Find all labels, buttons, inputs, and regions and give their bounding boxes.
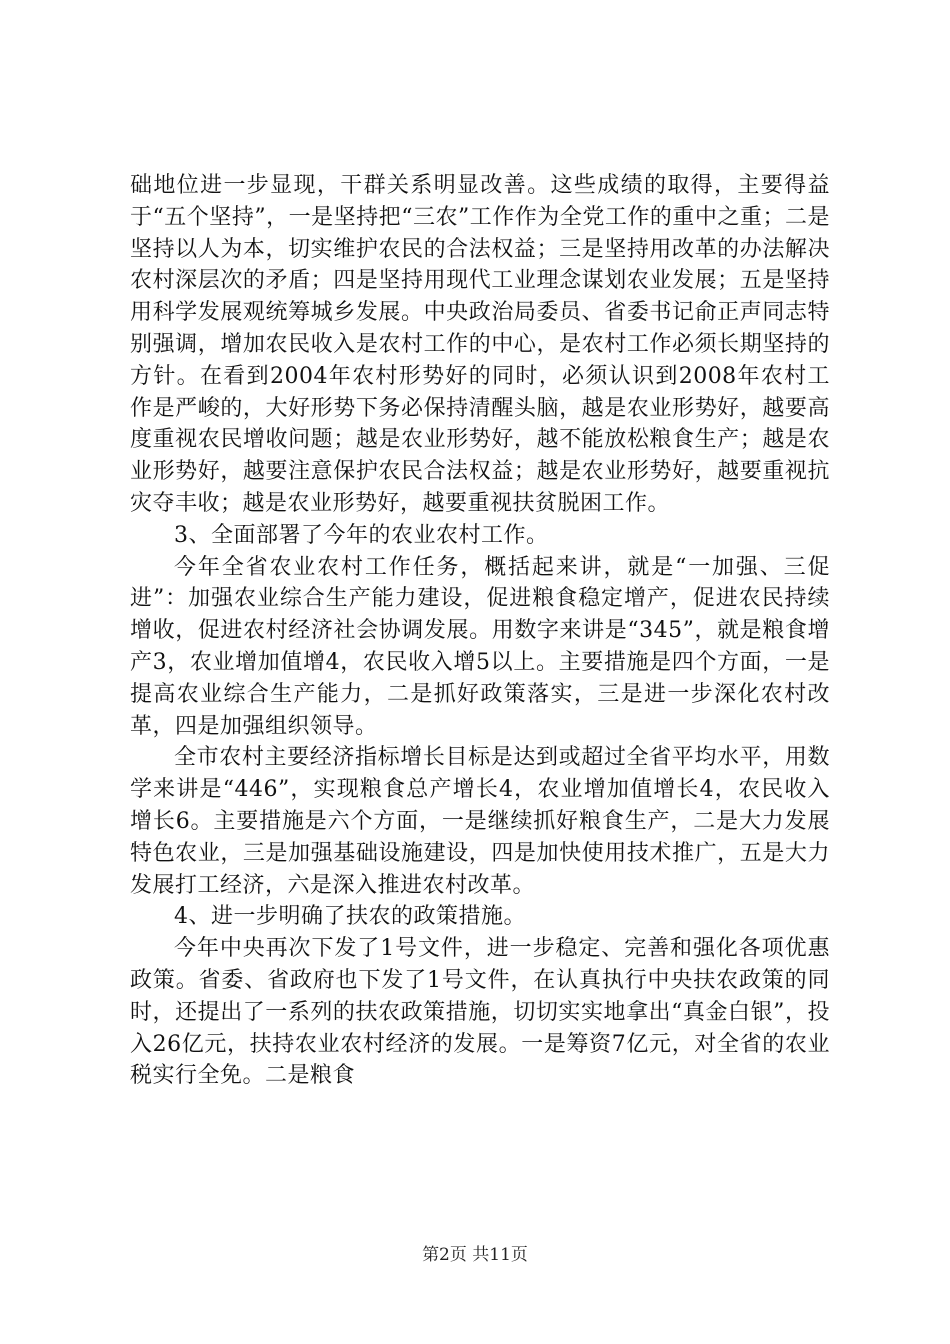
paragraph-2: 今年全省农业农村工作任务，概括起来讲，就是“一加强、三促进”：加强农业综合生产能力建设，促进粮食稳定增产，促进农民持续增收，促进农村经济社会协调发展。用数字来讲是“345”，就是粮食增产3，农业增加值增4，农民收入增5以上。主要措施是四个方面，一是提高农业综合生产能力，二是抓好政策落实，三是进一步深化农村改革，四是加强组织领导。 [130, 554, 830, 739]
paragraph-1: 础地位进一步显现，干群关系明显改善。这些成绩的取得，主要得益于“五个坚持”，一是坚持把“三农”工作作为全党工作的重中之重；二是坚持以人为本，切实维护农民的合法权益；三是坚持用改革的办法解决农村深层次的矛盾；四是坚持用现代工业理念谋划农业发展；五是坚持用科学发展观统筹城乡发展。中央政治局委员、省委书记俞正声同志特别强调，增加农民收入是农村工作的中心，是农村工作必须长期坚持的方针。在看到2004年农村形势好的同时，必须认识到2008年农村工作是严峻的，大好形势下务必保持清醒头脑，越是农业形势好，越要高度重视农民增收问题；越是农业形势好，越不能放松粮食生产；越是农业形势好，越要注意保护农民合法权益；越是农业形势好，越要重视抗灾夺丰收；越是农业形势好，越要重视扶贫脱困工作。 [130, 173, 830, 516]
document-body [130, 170, 830, 1092]
section-heading-4: 4、进一步明确了扶农的政策措施。 [174, 904, 526, 930]
page-footer: 第2页 共11页 [422, 1245, 528, 1265]
paragraph-4: 今年中央再次下发了1号文件，进一步稳定、完善和强化各项优惠政策。省委、省政府也下发了1号文件，在认真执行中央扶农政策的同时，还提出了一系列的扶农政策措施，切切实实地拿出“真金白银”，投入26亿元，扶持农业农村经济的发展。一是筹资7亿元，对全省的农业税实行全免。二是粮食 [130, 936, 830, 1089]
paragraph-3: 全市农村主要经济指标增长目标是达到或超过全省平均水平，用数学来讲是“446”，实现粮食总产增长4，农业增加值增长4，农民收入增长6。主要措施是六个方面，一是继续抓好粮食生产，二是大力发展特色农业，三是加强基础设施建设，四是加快使用技术推广，五是大力发展打工经济，六是深入推进农村改革。 [130, 745, 830, 898]
section-heading-3: 3、全面部署了今年的农业农村工作。 [174, 522, 549, 548]
